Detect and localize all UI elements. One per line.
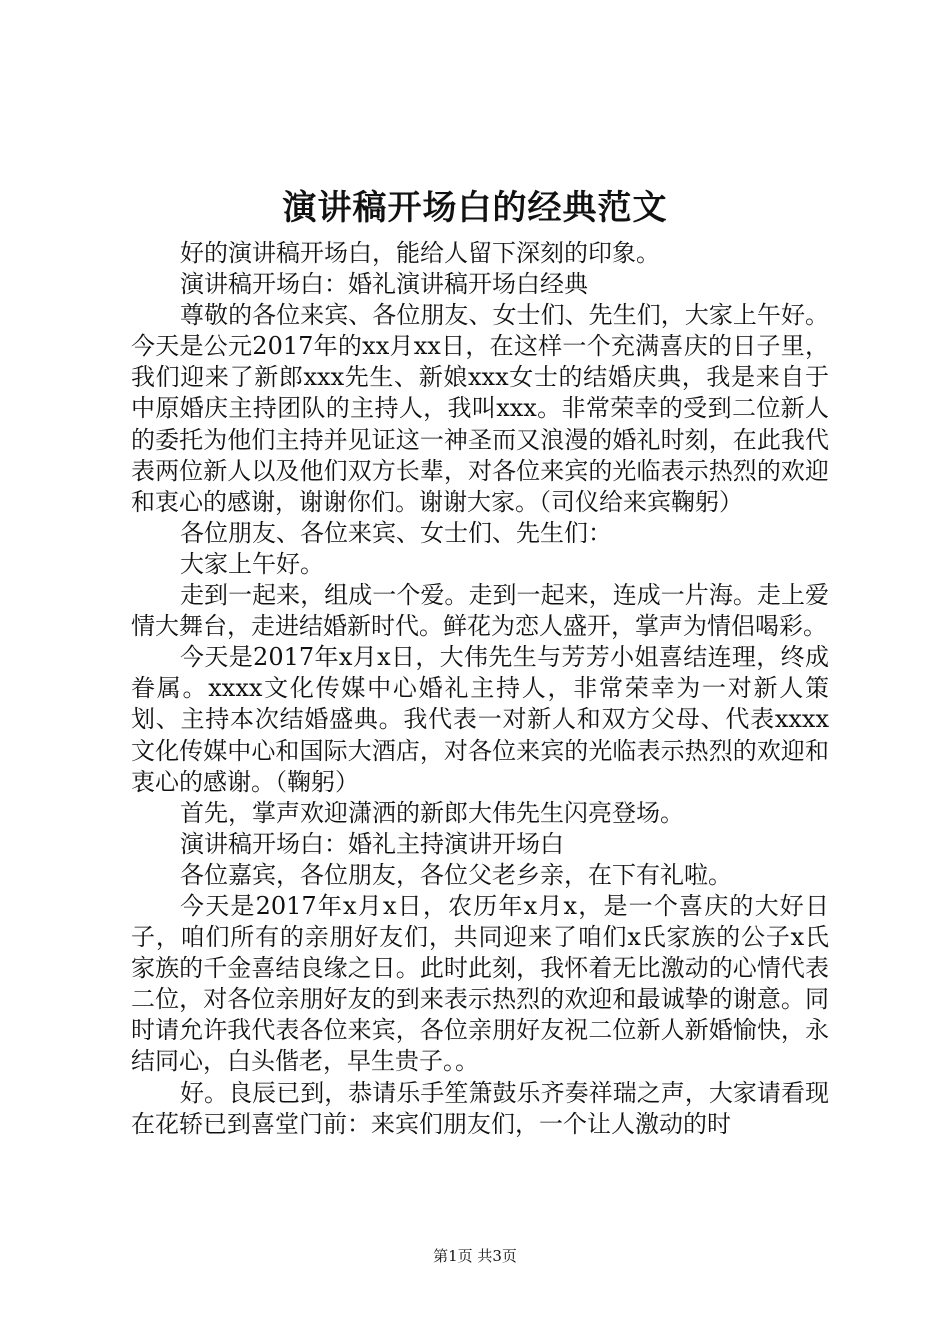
paragraph: 各位朋友、各位来宾、女士们、先生们： (180, 518, 612, 547)
paragraph: 尊敬的各位来宾、各位朋友、女士们、先生们，大家上午好。今天是公元2017年的xx月xx日，在这样一个充满喜庆的日子里，我们迎来了新郎xxx先生、新娘xxx女士的结婚庆典，我是来自于中原婚庆主持团队的主持人，我叫xxx。非常荣幸的受到二位新人的委托为他们主持并见证这一神圣而又浪漫的婚礼时刻，在此我代表两位新人以及他们双方长辈，对各位来宾的光临表示热烈的欢迎和衷心的感谢，谢谢你们。谢谢大家。（司仪给来宾鞠躬） (131, 301, 829, 516)
paragraph: 好的演讲稿开场白，能给人留下深刻的印象。 (180, 239, 660, 267)
paragraph: 今天是2017年x月x日，农历年x月x，是一个喜庆的大好日子，咱们所有的亲朋好友们，共同迎来了咱们x氏家族的公子x氏家族的千金喜结良缘之日。此时此刻，我怀着无比激动的心情代表二位，对各位亲朋好友的到来表示热烈的欢迎和最诚挚的谢意。同时请允许我代表各位来宾，各位亲朋好友祝二位新人新婚愉快，永结同心，白头偕老，早生贵子。。 (131, 891, 829, 1076)
paragraph: 大家上午好。 (180, 549, 324, 578)
section-heading: 演讲稿开场白：婚礼演讲稿开场白经典 (180, 270, 588, 299)
page-footer: 第1页 共3页 (433, 1247, 517, 1265)
document-title: 演讲稿开场白的经典范文 (282, 188, 668, 228)
paragraph: 走到一起来，组成一个爱。走到一起来，连成一片海。走上爱情大舞台，走进结婚新时代。鲜花为恋人盛开，掌声为情侣喝彩。 (131, 581, 829, 641)
paragraph: 各位嘉宾，各位朋友，各位父老乡亲，在下有礼啦。 (180, 860, 732, 889)
document-body (131, 238, 829, 1140)
section-heading: 演讲稿开场白：婚礼主持演讲开场白 (180, 829, 564, 858)
paragraph: 今天是2017年x月x日，大伟先生与芳芳小姐喜结连理，终成眷属。xxxx文化传媒中心婚礼主持人，非常荣幸为一对新人策划、主持本次结婚盛典。我代表一对新人和双方父母、代表xxxx文化传媒中心和国际大酒店，对各位来宾的光临表示热烈的欢迎和衷心的感谢。（鞠躬） (131, 643, 829, 796)
paragraph: 好。良辰已到，恭请乐手笙箫鼓乐齐奏祥瑞之声，大家请看现在花轿已到喜堂门前：来宾们朋友们，一个让人激动的时 (131, 1078, 829, 1138)
paragraph: 首先，掌声欢迎潇洒的新郎大伟先生闪亮登场。 (180, 798, 684, 827)
